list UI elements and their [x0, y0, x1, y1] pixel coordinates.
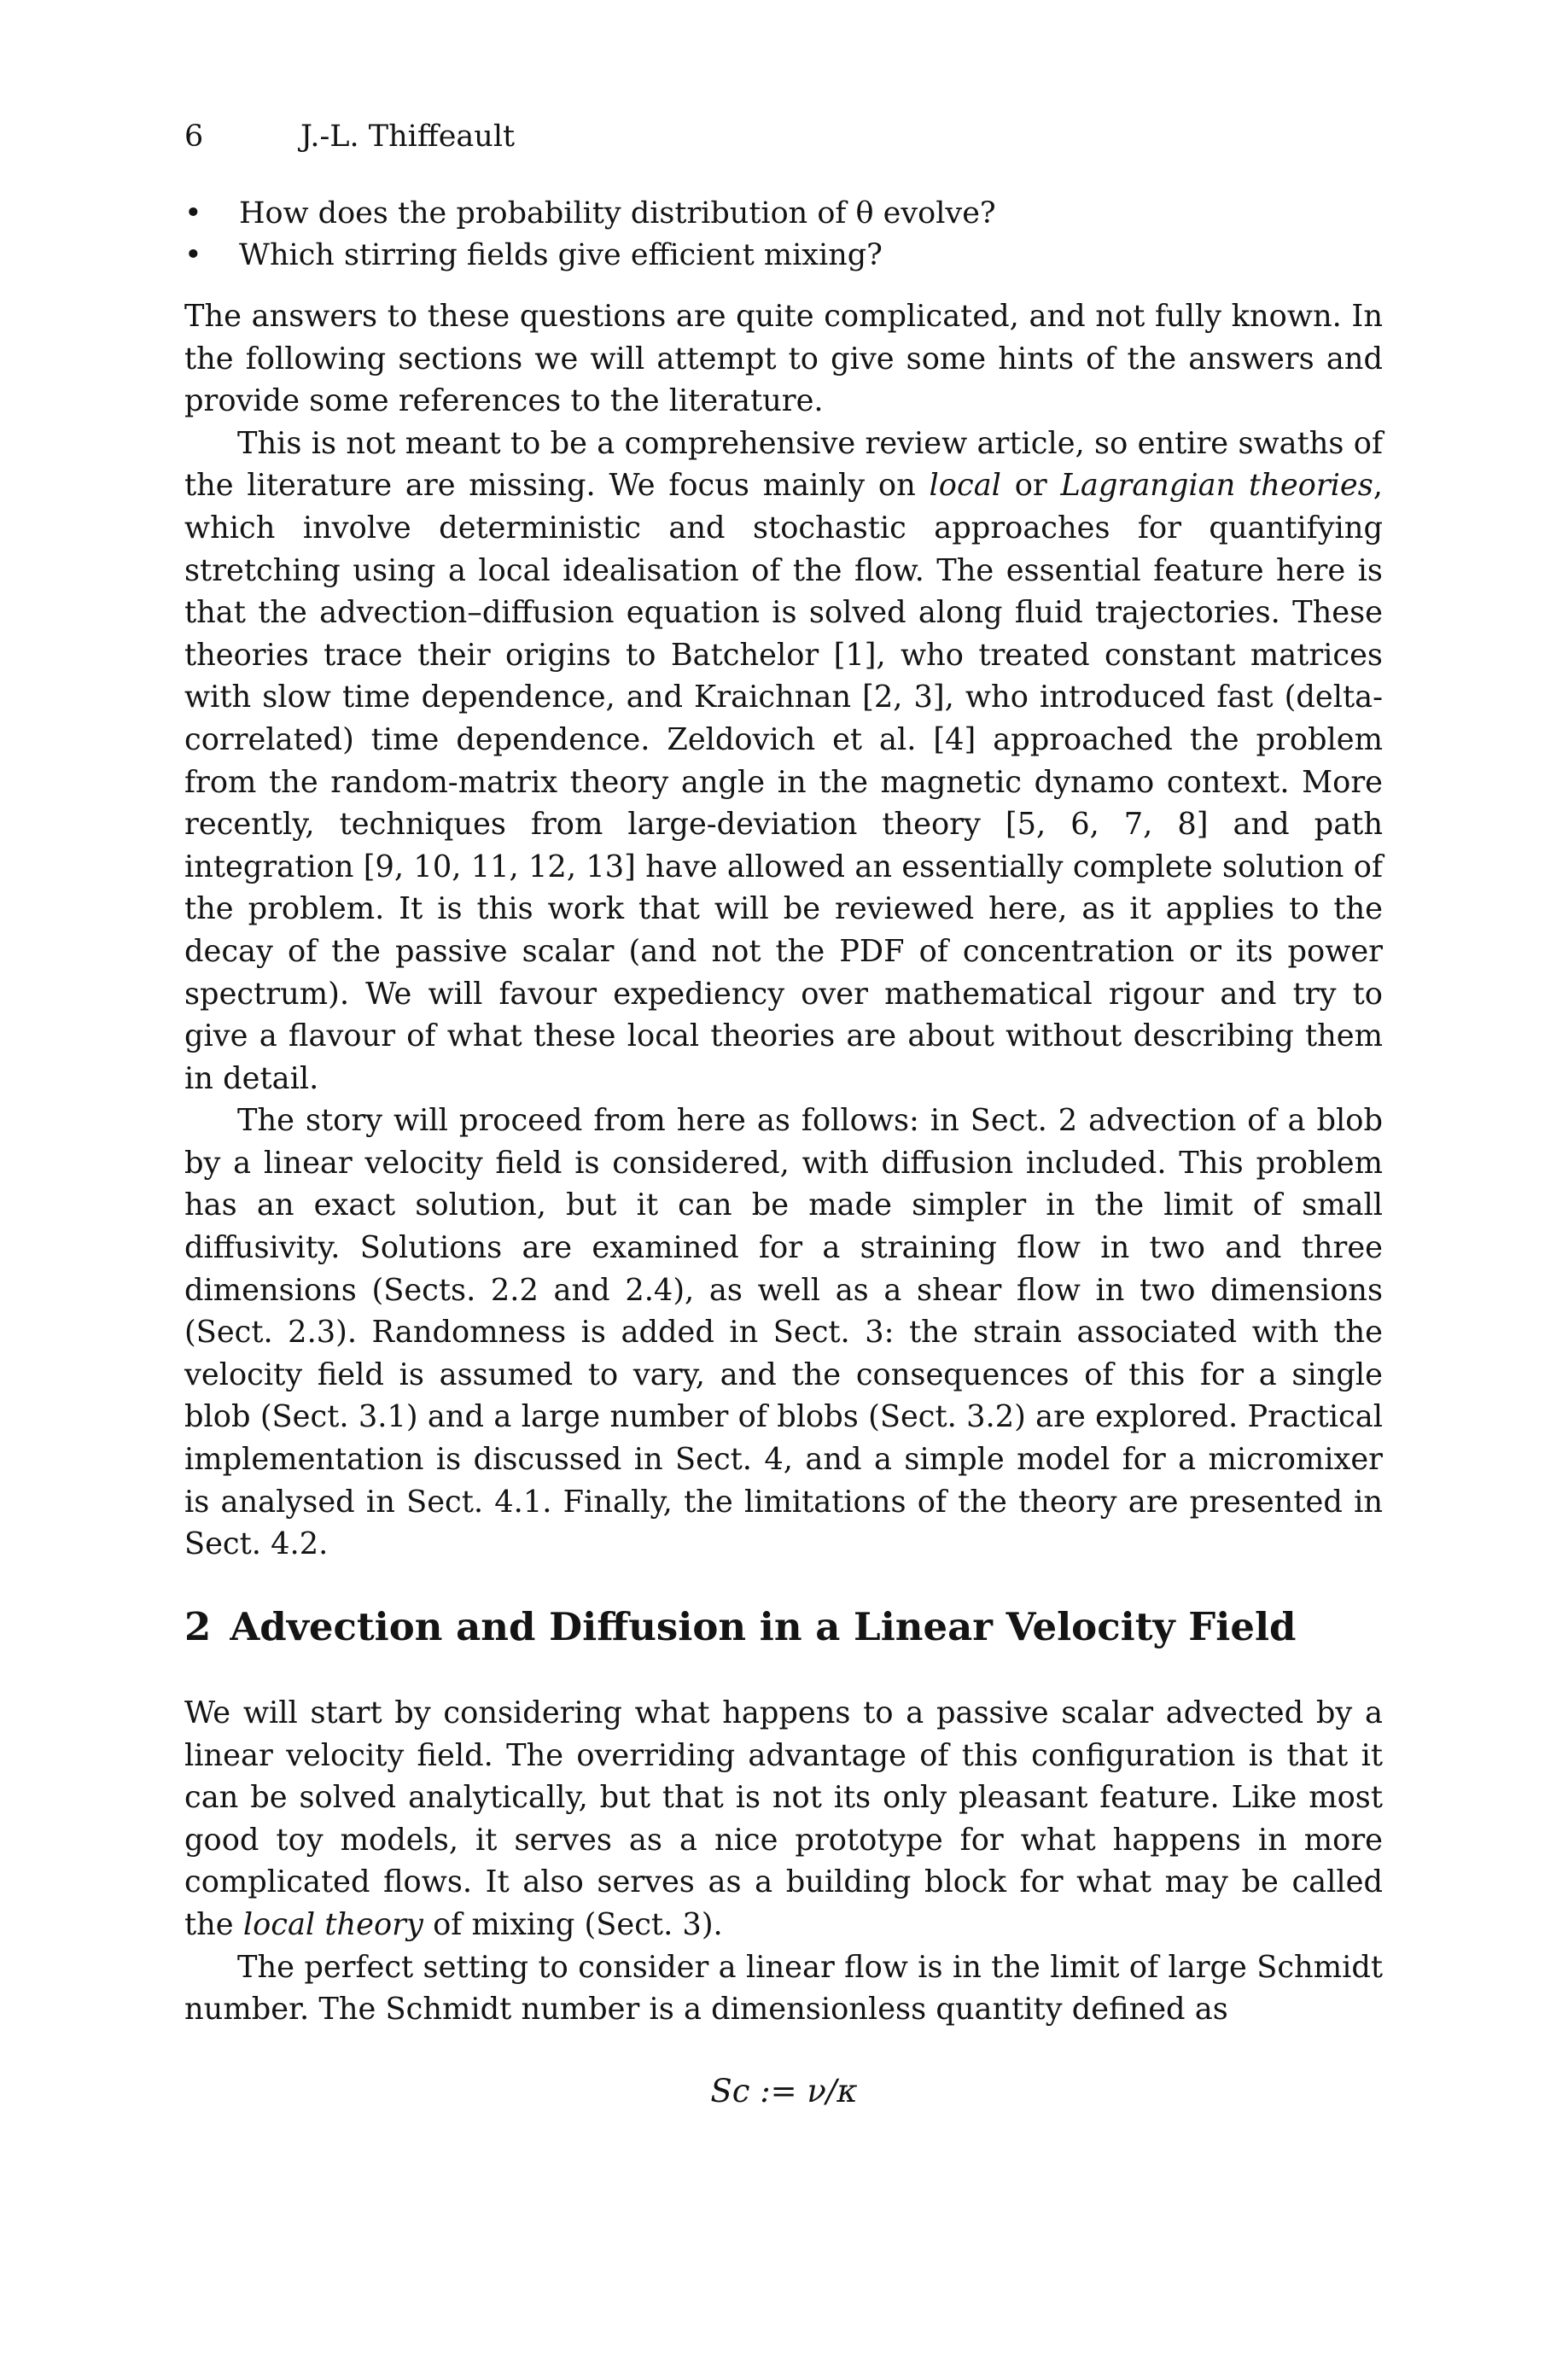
section-body [184, 1692, 1383, 2031]
page-number: 6 [184, 120, 204, 154]
paragraph: We will start by considering what happens to a passive scalar advected by a linear velocity field. The overriding advantage of this configuration is that it can be solved analytically, but that is not its only pleasant feature. Like most good toy models, it serves as a nice prototype for what happens in more complicated flows. It also serves as a building block for what may be called the local theory of mixing (Sect. 3). [184, 1695, 1383, 1942]
list-item: • How does the probability distribution of θ evolve? [184, 193, 1383, 235]
running-author: J.-L. Thiffeault [300, 120, 516, 154]
paragraph: The story will proceed from here as follows: in Sect. 2 advection of a blob by a linear velocity field is considered, with diffusion included. This problem has an exact solution, but it can be made simpler in the limit of small diffusivity. Solutions are examined for a straining flow in two and three dimensions (Sects. 2.2 and 2.4), as well as a shear flow in two dimensions (Sect. 2.3). Randomness is added in Sect. 3: the strain associated with the velocity field is assumed to vary, and the consequences of this for a single blob (Sect. 3.1) and a large number of blobs (Sect. 3.2) are explored. Practical implementation is discussed in Sect. 4, and a simple model for a micromixer is analysed in Sect. 4.1. Finally, the limitations of the theory are presented in Sect. 4.2. [184, 1103, 1383, 1562]
schmidt-number-equation: Sc := ν/κ [710, 2073, 858, 2109]
running-header [184, 118, 515, 155]
paragraph: The perfect setting to consider a linear flow is in the limit of large Schmidt number. The Schmidt number is a dimensionless quantity defined as [184, 1949, 1383, 2028]
section-number: 2 [184, 1604, 212, 1649]
intro-body [184, 295, 1383, 1566]
section-title: Advection and Diffusion in a Linear Velocity Field [230, 1604, 1297, 1649]
list-item: • Which stirring fields give efficient mixing? [184, 235, 1383, 277]
section-heading [184, 1603, 1383, 1651]
paragraph: The answers to these questions are quite complicated, and not fully known. In the following sections we will attempt to give some hints of the answers and provide some references to the literature. [184, 299, 1383, 419]
question-list [184, 193, 1383, 277]
paragraph: This is not meant to be a comprehensive review article, so entire swaths of the literature are missing. We focus mainly on local or Lagrangian theories, which involve deterministic and stochastic approaches for quantifying stretching using a local idealisation of the flow. The essential feature here is that the advection–diffusion equation is solved along fluid trajectories. These theories trace their origins to Batchelor [1], who treated constant matrices with slow time dependence, and Kraichnan [2, 3], who introduced fast (delta-correlated) time dependence. Zeldovich et al. [4] approached the problem from the random-matrix theory angle in the magnetic dynamo context. More recently, techniques from large-deviation theory [5, 6, 7, 8] and path integration [9, 10, 11, 12, 13] have allowed an essentially complete solution of the problem. It is this work that will be reviewed here, as it applies to the decay of the passive scalar (and not the PDF of concentration or its power spectrum). We will favour expediency over mathematical rigour and try to give a flavour of what these local theories are about without describing them in detail. [184, 425, 1383, 1096]
